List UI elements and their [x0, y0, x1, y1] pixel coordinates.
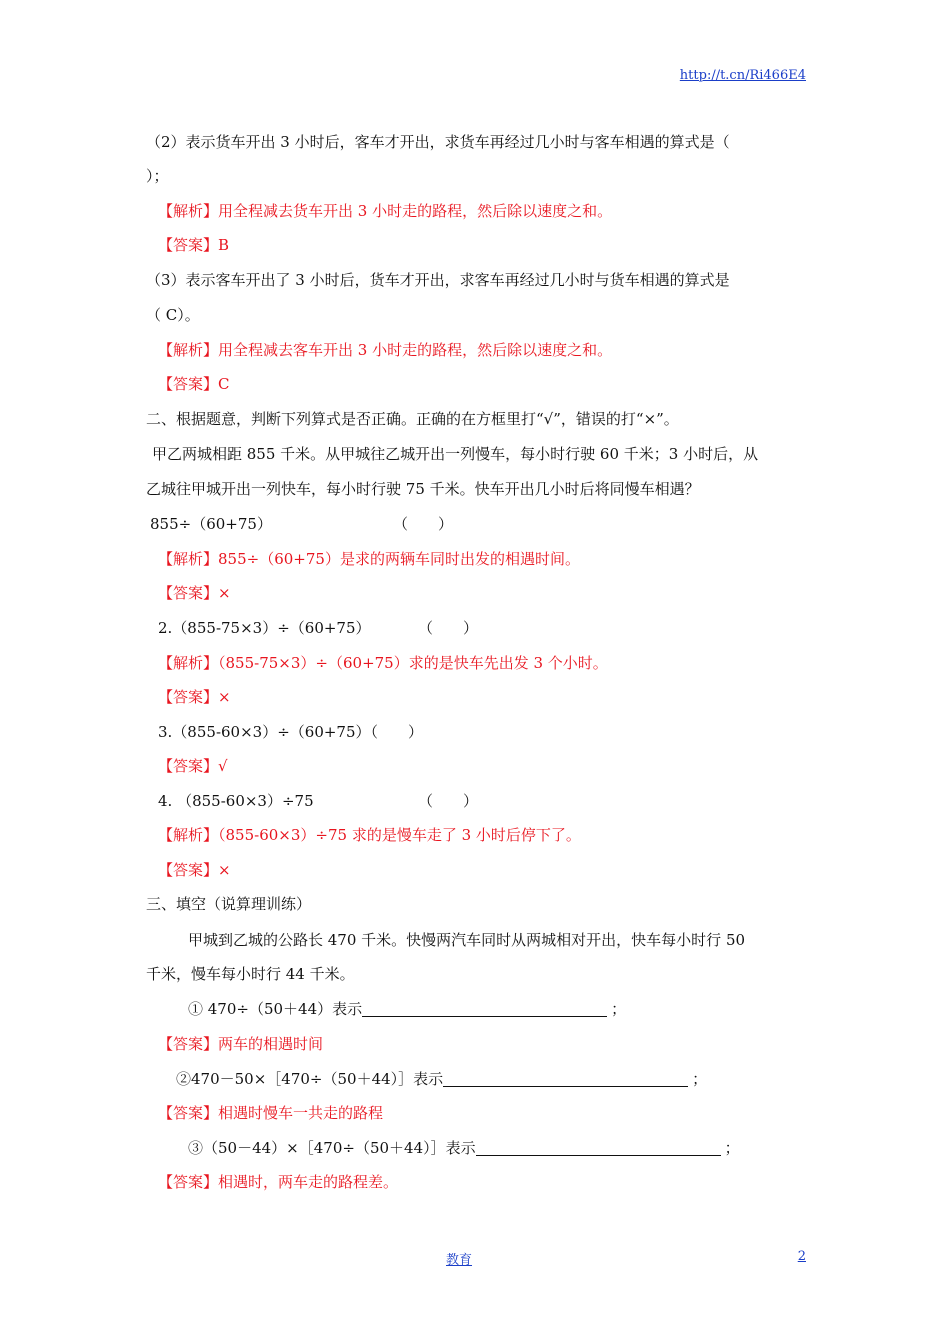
- answer-line: [158, 374, 230, 394]
- line-text: 二、根据题意，判断下列算式是否正确。正确的在方框里打“√”，错误的打“×”。: [146, 410, 679, 428]
- answer-line: [158, 583, 231, 603]
- line-text: B: [218, 236, 230, 254]
- line-text: C: [218, 375, 230, 393]
- answer-line: [158, 235, 229, 255]
- line-text: 相遇时，两车走的路程差。: [218, 1173, 399, 1191]
- line-text: ②470－50×［470÷（50＋44）］表示: [176, 1070, 444, 1088]
- answer-box[interactable]: （ ）: [418, 619, 479, 637]
- text-line: [146, 305, 200, 325]
- label-tag: 【解析】: [158, 826, 219, 844]
- line-text: 用全程减去货车开出 3 小时走的路程，然后除以速度之和。: [218, 202, 613, 220]
- line-tail: ；: [611, 1000, 627, 1018]
- label-tag: 【答案】: [158, 1173, 219, 1191]
- fill-in-blank[interactable]: [476, 1139, 721, 1156]
- line-text: 乙城往甲城开出一列快车，每小时行驶 75 千米。快车开出几小时后将同慢车相遇？: [146, 480, 700, 498]
- fill-in-blank[interactable]: [362, 1000, 607, 1017]
- text-line: [150, 514, 272, 534]
- text-line: [152, 444, 758, 464]
- line-text: 855÷（60+75）是求的两辆车同时出发的相遇时间。: [218, 550, 580, 568]
- line-text: √: [218, 757, 228, 775]
- line-text: （855-60×3）÷75 求的是慢车走了 3 小时后停下了。: [218, 826, 581, 844]
- analysis-line: [158, 653, 608, 673]
- answer-box[interactable]: （ ）: [418, 792, 479, 810]
- text-line: [176, 1069, 707, 1089]
- line-text: 两车的相遇时间: [218, 1035, 324, 1053]
- text-line: [188, 930, 745, 950]
- text-line: [146, 166, 169, 186]
- text-line: [158, 791, 314, 811]
- line-text: 2.（855-75×3）÷（60+75）: [158, 619, 371, 637]
- answer-line: [158, 1103, 383, 1123]
- line-text: 4. （855-60×3）÷75: [158, 792, 314, 810]
- line-tail: ；: [724, 1139, 740, 1157]
- line-text: （ C）。: [146, 306, 200, 324]
- page-number[interactable]: 2: [797, 1249, 806, 1264]
- answer-line: [158, 687, 231, 707]
- header-link[interactable]: http://t.cn/Ri466E4: [679, 68, 806, 83]
- text-line: [188, 999, 626, 1019]
- label-tag: 【解析】: [158, 341, 219, 359]
- label-tag: 【答案】: [158, 236, 219, 254]
- text-line: [146, 479, 700, 499]
- line-text: ×: [218, 688, 231, 706]
- text-line: [146, 409, 679, 429]
- answer-line: [158, 1034, 323, 1054]
- line-text: （855-75×3）÷（60+75）求的是快车先出发 3 个小时。: [218, 654, 608, 672]
- text-line: [146, 964, 355, 984]
- text-line: [188, 1138, 740, 1158]
- line-text: ）；: [146, 167, 169, 185]
- line-text: 甲乙两城相距 855 千米。从甲城往乙城开出一列慢车，每小时行驶 60 千米；3 小时后，从: [152, 445, 759, 463]
- line-text: 3.（855-60×3）÷（60+75）（ ）: [158, 723, 424, 741]
- footer-link[interactable]: 教育: [446, 1253, 473, 1268]
- text-line: [158, 618, 371, 638]
- label-tag: 【答案】: [158, 1035, 219, 1053]
- answer-box[interactable]: （ ）: [393, 515, 454, 533]
- label-tag: 【答案】: [158, 688, 219, 706]
- label-tag: 【答案】: [158, 584, 219, 602]
- label-tag: 【答案】: [158, 861, 219, 879]
- line-text: ③（50－44）×［470÷（50＋44）］表示: [188, 1139, 476, 1157]
- analysis-line: [158, 340, 612, 360]
- label-tag: 【解析】: [158, 654, 219, 672]
- line-text: （2）表示货车开出 3 小时后，客车才开出，求货车再经过几小时与客车相遇的算式是（: [146, 133, 730, 151]
- line-text: （3）表示客车开出了 3 小时后，货车才开出，求客车再经过几小时与货车相遇的算式是: [146, 271, 730, 289]
- label-tag: 【答案】: [158, 757, 219, 775]
- label-tag: 【解析】: [158, 550, 219, 568]
- line-text: 甲城到乙城的公路长 470 千米。快慢两汽车同时从两城相对开出，快车每小时行 50: [188, 931, 746, 949]
- line-text: 855÷（60+75）: [150, 515, 272, 533]
- text-line: [158, 722, 423, 742]
- label-tag: 【解析】: [158, 202, 219, 220]
- line-tail: ；: [692, 1070, 708, 1088]
- line-text: 用全程减去客车开出 3 小时走的路程，然后除以速度之和。: [218, 341, 613, 359]
- line-text: ① 470÷（50＋44）表示: [188, 1000, 363, 1018]
- label-tag: 【答案】: [158, 375, 219, 393]
- line-text: 相遇时慢车一共走的路程: [218, 1104, 384, 1122]
- answer-line: [158, 1172, 398, 1192]
- text-line: [146, 270, 730, 290]
- text-line: [146, 132, 730, 152]
- text-line: [146, 894, 311, 914]
- line-text: ×: [218, 861, 231, 879]
- analysis-line: [158, 825, 581, 845]
- analysis-line: [158, 201, 612, 221]
- line-text: 千米，慢车每小时行 44 千米。: [146, 965, 355, 983]
- answer-line: [158, 860, 231, 880]
- answer-line: [158, 756, 228, 776]
- label-tag: 【答案】: [158, 1104, 219, 1122]
- analysis-line: [158, 549, 580, 569]
- line-text: ×: [218, 584, 231, 602]
- fill-in-blank[interactable]: [443, 1070, 688, 1087]
- line-text: 三、填空（说算理训练）: [146, 895, 312, 913]
